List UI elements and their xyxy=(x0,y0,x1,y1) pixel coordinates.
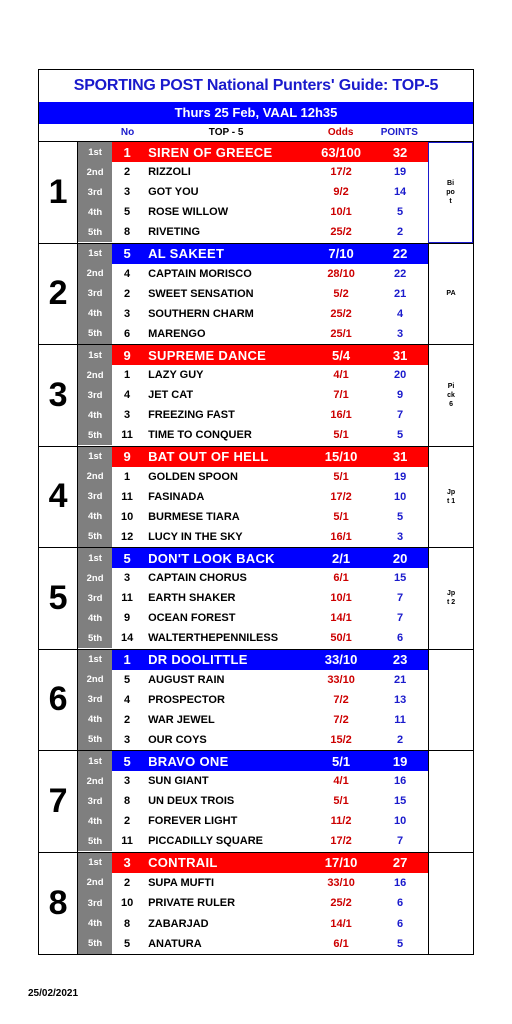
runner-points: 5 xyxy=(397,510,404,523)
runner-name: SIREN OF GREECE xyxy=(148,144,273,160)
runner-position: 1st xyxy=(78,142,112,162)
runner-name: SUPA MUFTI xyxy=(148,876,215,889)
runner-points: 27 xyxy=(392,855,408,871)
race-block xyxy=(39,244,473,346)
runner-odds: 17/2 xyxy=(330,835,352,848)
runner-position: 4th xyxy=(78,202,112,222)
runner-row xyxy=(78,811,428,831)
runner-odds: 25/1 xyxy=(330,327,352,340)
runner-number: 3 xyxy=(124,775,131,788)
runner-points: 5 xyxy=(397,206,404,219)
runner-number: 3 xyxy=(124,307,131,320)
runner-row xyxy=(78,304,428,324)
runner-number: 8 xyxy=(124,226,131,239)
runner-points: 2 xyxy=(397,733,404,746)
bet-type-note xyxy=(428,548,473,649)
runner-row xyxy=(78,467,428,487)
runner-row xyxy=(78,405,428,425)
runner-position: 1st xyxy=(78,447,112,467)
runner-odds: 10/1 xyxy=(330,206,352,219)
runner-name: RIZZOLI xyxy=(148,166,191,179)
guide-title: SPORTING POST National Punters' Guide: TOP-5 xyxy=(73,77,439,94)
runner-points: 21 xyxy=(393,673,407,686)
runner-position: 5th xyxy=(78,527,112,547)
runner-number: 8 xyxy=(124,917,131,930)
runner-name: FREEZING FAST xyxy=(148,409,235,422)
runner-odds: 5/1 xyxy=(333,429,349,442)
runner-number: 6 xyxy=(124,327,131,340)
runner-position: 4th xyxy=(78,304,112,324)
runner-position: 4th xyxy=(78,507,112,527)
runner-points: 23 xyxy=(392,652,408,668)
runner-odds: 10/1 xyxy=(330,592,352,605)
runner-number: 2 xyxy=(124,713,131,726)
runner-name: FOREVER LIGHT xyxy=(148,815,238,828)
runner-points: 20 xyxy=(393,369,407,382)
race-number: 3 xyxy=(39,345,78,446)
runner-rows xyxy=(78,244,428,345)
runner-name: TIME TO CONQUER xyxy=(148,429,252,442)
runner-position: 2nd xyxy=(78,670,112,690)
runner-odds: 7/10 xyxy=(328,246,354,262)
runner-points: 16 xyxy=(393,876,407,889)
runner-position: 2nd xyxy=(78,771,112,791)
runner-rows xyxy=(78,751,428,852)
runner-rows xyxy=(78,345,428,446)
runner-number: 2 xyxy=(124,815,131,828)
runner-number: 2 xyxy=(124,287,131,300)
runner-position: 3rd xyxy=(78,385,112,405)
race-number: 6 xyxy=(39,650,78,751)
runner-points: 10 xyxy=(393,815,407,828)
runner-row xyxy=(78,628,428,648)
race-number: 2 xyxy=(39,244,78,345)
runner-name: WALTERTHEPENNILESS xyxy=(148,632,279,645)
runner-odds: 14/1 xyxy=(330,612,352,625)
runner-odds: 9/2 xyxy=(333,186,349,199)
runner-number: 5 xyxy=(124,673,131,686)
runner-odds: 63/100 xyxy=(321,144,361,160)
runner-position: 2nd xyxy=(78,162,112,182)
runner-number: 3 xyxy=(123,855,131,871)
runner-position: 5th xyxy=(78,628,112,648)
bet-type-label: PA xyxy=(446,290,456,298)
runner-number: 11 xyxy=(121,835,133,848)
header-spacer xyxy=(427,124,473,141)
runner-position: 4th xyxy=(78,913,112,933)
runner-points: 32 xyxy=(392,144,408,160)
runner-row xyxy=(78,425,428,445)
runner-name: OCEAN FOREST xyxy=(148,612,236,625)
runner-odds: 17/2 xyxy=(330,166,352,179)
top-pick-row xyxy=(78,447,428,467)
runner-name: SUN GIANT xyxy=(148,775,209,788)
runner-points: 31 xyxy=(392,347,408,363)
runner-odds: 7/2 xyxy=(333,693,349,706)
runner-number: 5 xyxy=(124,937,131,950)
bet-type-label: Bipot xyxy=(446,179,455,205)
runner-number: 8 xyxy=(124,795,131,808)
runner-points: 7 xyxy=(397,592,404,605)
race-block xyxy=(39,853,473,955)
runner-number: 3 xyxy=(124,572,131,585)
runner-position: 2nd xyxy=(78,873,112,893)
runner-position: 2nd xyxy=(78,568,112,588)
runner-number: 4 xyxy=(124,389,131,402)
bet-type-label: Jpt 1 xyxy=(446,488,456,505)
runner-position: 4th xyxy=(78,608,112,628)
races-list xyxy=(39,142,473,954)
runner-number: 4 xyxy=(124,267,131,280)
runner-number: 14 xyxy=(120,632,134,645)
runner-points: 5 xyxy=(397,937,404,950)
runner-points: 7 xyxy=(397,835,404,848)
runner-points: 6 xyxy=(397,897,404,910)
runner-odds: 4/1 xyxy=(333,369,349,382)
runner-row xyxy=(78,873,428,893)
runner-odds: 15/2 xyxy=(330,733,352,746)
runner-points: 10 xyxy=(393,490,407,503)
runner-odds: 25/2 xyxy=(330,307,352,320)
runner-points: 7 xyxy=(397,409,404,422)
runner-row xyxy=(78,365,428,385)
runner-row xyxy=(78,730,428,750)
runner-row xyxy=(78,507,428,527)
runner-points: 15 xyxy=(393,795,407,808)
runner-number: 3 xyxy=(124,186,131,199)
race-block xyxy=(39,345,473,447)
runner-points: 5 xyxy=(397,429,404,442)
runner-rows xyxy=(78,853,428,955)
header-odds: Odds xyxy=(327,127,354,138)
runner-position: 5th xyxy=(78,934,112,954)
runner-odds: 33/10 xyxy=(324,652,358,668)
runner-points: 13 xyxy=(393,693,407,706)
top-pick-row xyxy=(78,650,428,670)
top-pick-row xyxy=(78,853,428,873)
runner-odds: 5/2 xyxy=(333,287,349,300)
runner-odds: 7/1 xyxy=(333,389,349,402)
runner-odds: 5/1 xyxy=(333,470,349,483)
top-pick-row xyxy=(78,751,428,771)
top-pick-row xyxy=(78,244,428,264)
runner-row xyxy=(78,771,428,791)
runner-row xyxy=(78,831,428,851)
runner-position: 2nd xyxy=(78,365,112,385)
runner-position: 4th xyxy=(78,811,112,831)
runner-number: 10 xyxy=(120,897,134,910)
runner-rows xyxy=(78,548,428,649)
runner-row xyxy=(78,710,428,730)
runner-number: 9 xyxy=(123,347,131,363)
runner-name: SWEET SENSATION xyxy=(148,287,254,300)
runner-number: 1 xyxy=(124,369,131,382)
runner-points: 15 xyxy=(393,572,407,585)
top-pick-row xyxy=(78,548,428,568)
runner-points: 9 xyxy=(397,389,404,402)
runner-row xyxy=(78,690,428,710)
runner-number: 5 xyxy=(124,206,131,219)
runner-points: 19 xyxy=(393,470,407,483)
runner-name: PROSPECTOR xyxy=(148,693,225,706)
runner-name: UN DEUX TROIS xyxy=(148,795,235,808)
runner-name: WAR JEWEL xyxy=(148,713,215,726)
runner-row xyxy=(78,791,428,811)
runner-odds: 50/1 xyxy=(330,632,352,645)
runner-number: 11 xyxy=(121,490,133,503)
runner-position: 4th xyxy=(78,405,112,425)
runner-position: 1st xyxy=(78,853,112,873)
runner-position: 1st xyxy=(78,650,112,670)
runner-position: 5th xyxy=(78,425,112,445)
runner-position: 5th xyxy=(78,222,112,242)
footer-date: 25/02/2021 xyxy=(28,988,79,999)
runner-row xyxy=(78,324,428,344)
runner-name: LAZY GUY xyxy=(148,369,204,382)
race-block xyxy=(39,650,473,752)
runner-number: 11 xyxy=(121,429,133,442)
runner-name: DON'T LOOK BACK xyxy=(148,550,275,566)
runner-points: 16 xyxy=(393,775,407,788)
meeting-subtitle: Thurs 25 Feb, VAAL 12h35 xyxy=(39,102,473,124)
bet-type-note xyxy=(428,650,473,751)
runner-odds: 15/10 xyxy=(324,449,358,465)
runner-name: ROSE WILLOW xyxy=(148,206,229,219)
header-top5: TOP - 5 xyxy=(208,127,244,138)
runner-row xyxy=(78,934,428,954)
column-header-row xyxy=(39,124,473,142)
runner-name: BURMESE TIARA xyxy=(148,510,240,523)
runner-number: 3 xyxy=(124,733,131,746)
runner-name: DR DOOLITTLE xyxy=(148,652,248,668)
runner-points: 20 xyxy=(392,550,408,566)
runner-odds: 7/2 xyxy=(333,713,349,726)
runner-position: 3rd xyxy=(78,588,112,608)
runner-position: 5th xyxy=(78,730,112,750)
race-number: 5 xyxy=(39,548,78,649)
top-pick-row xyxy=(78,345,428,365)
runner-odds: 28/10 xyxy=(327,267,355,280)
runner-rows xyxy=(78,650,428,751)
runner-name: OUR COYS xyxy=(148,733,207,746)
runner-number: 4 xyxy=(124,693,131,706)
runner-row xyxy=(78,568,428,588)
header-points: POINTS xyxy=(380,127,418,138)
runner-row xyxy=(78,385,428,405)
runner-name: RIVETING xyxy=(148,226,201,239)
top-pick-row xyxy=(78,142,428,162)
runner-odds: 33/10 xyxy=(327,876,355,889)
runner-name: CAPTAIN MORISCO xyxy=(148,267,252,280)
runner-row xyxy=(78,608,428,628)
runner-position: 1st xyxy=(78,244,112,264)
bet-type-label: Pick 6 xyxy=(447,382,455,408)
runner-odds: 17/10 xyxy=(324,855,358,871)
runner-position: 3rd xyxy=(78,182,112,202)
runner-row xyxy=(78,162,428,182)
runner-position: 3rd xyxy=(78,690,112,710)
runner-name: PRIVATE RULER xyxy=(148,897,236,910)
runner-name: SOUTHERN CHARM xyxy=(148,307,254,320)
runner-number: 1 xyxy=(123,144,131,160)
runner-points: 6 xyxy=(397,917,404,930)
bet-type-note xyxy=(428,751,473,852)
bet-type-note xyxy=(428,244,473,345)
runner-rows xyxy=(78,142,428,243)
runner-odds: 2/1 xyxy=(332,550,351,566)
runner-row xyxy=(78,527,428,547)
runner-number: 1 xyxy=(123,652,131,668)
runner-name: JET CAT xyxy=(148,389,194,402)
runner-number: 1 xyxy=(124,470,131,483)
header-no: No xyxy=(120,127,135,138)
runner-odds: 33/10 xyxy=(327,673,355,686)
runner-name: SUPREME DANCE xyxy=(148,347,267,363)
runner-points: 6 xyxy=(397,632,404,645)
header-spacer xyxy=(39,124,79,141)
runner-odds: 14/1 xyxy=(330,917,352,930)
runner-name: GOT YOU xyxy=(148,186,199,199)
runner-odds: 16/1 xyxy=(330,530,352,543)
race-block xyxy=(39,548,473,650)
runner-position: 3rd xyxy=(78,893,112,913)
runner-points: 2 xyxy=(397,226,404,239)
runner-odds: 5/4 xyxy=(332,347,351,363)
runner-points: 11 xyxy=(394,713,406,726)
runner-name: PICCADILLY SQUARE xyxy=(148,835,263,848)
race-number: 4 xyxy=(39,447,78,548)
runner-points: 22 xyxy=(393,267,407,280)
runner-name: CONTRAIL xyxy=(148,855,218,871)
runner-points: 7 xyxy=(397,612,404,625)
runner-number: 11 xyxy=(121,592,133,605)
runner-row xyxy=(78,670,428,690)
runner-name: AUGUST RAIN xyxy=(148,673,225,686)
runner-position: 3rd xyxy=(78,487,112,507)
runner-name: GOLDEN SPOON xyxy=(148,470,238,483)
runner-position: 1st xyxy=(78,751,112,771)
race-block xyxy=(39,142,473,244)
runner-name: EARTH SHAKER xyxy=(148,592,236,605)
runner-row xyxy=(78,893,428,913)
runner-rows xyxy=(78,447,428,548)
runner-odds: 4/1 xyxy=(333,775,349,788)
runner-name: FASINADA xyxy=(148,490,205,503)
runner-row xyxy=(78,588,428,608)
runner-number: 5 xyxy=(123,246,131,262)
runner-odds: 5/1 xyxy=(333,795,349,808)
runner-name: CAPTAIN CHORUS xyxy=(148,572,247,585)
runner-name: BAT OUT OF HELL xyxy=(148,449,269,465)
runner-name: MARENGO xyxy=(148,327,206,340)
runner-row xyxy=(78,284,428,304)
runner-position: 1st xyxy=(78,548,112,568)
runner-position: 2nd xyxy=(78,264,112,284)
runner-row xyxy=(78,913,428,933)
runner-points: 19 xyxy=(393,166,407,179)
runner-number: 2 xyxy=(124,876,131,889)
runner-position: 3rd xyxy=(78,791,112,811)
bet-type-note xyxy=(428,853,473,955)
runner-name: ZABARJAD xyxy=(148,917,209,930)
runner-odds: 6/1 xyxy=(333,572,349,585)
race-number: 1 xyxy=(39,142,78,243)
bet-type-note xyxy=(428,142,473,243)
runner-name: ANATURA xyxy=(148,937,202,950)
runner-name: AL SAKEET xyxy=(148,246,225,262)
runner-odds: 25/2 xyxy=(330,897,352,910)
runner-number: 9 xyxy=(123,449,131,465)
bet-type-label: Jpt 2 xyxy=(446,590,456,607)
runner-odds: 16/1 xyxy=(330,409,352,422)
runner-position: 2nd xyxy=(78,467,112,487)
runner-number: 9 xyxy=(124,612,131,625)
runner-position: 5th xyxy=(78,831,112,851)
runner-odds: 5/1 xyxy=(333,510,349,523)
runner-points: 14 xyxy=(393,186,407,199)
runner-name: BRAVO ONE xyxy=(148,753,229,769)
bet-type-note xyxy=(428,345,473,446)
runner-position: 1st xyxy=(78,345,112,365)
runner-row xyxy=(78,222,428,242)
runner-odds: 5/1 xyxy=(332,753,351,769)
runner-row xyxy=(78,487,428,507)
runner-name: LUCY IN THE SKY xyxy=(148,530,243,543)
runner-points: 3 xyxy=(397,530,404,543)
runner-number: 3 xyxy=(124,409,131,422)
runner-points: 3 xyxy=(397,327,404,340)
runner-row xyxy=(78,264,428,284)
runner-position: 4th xyxy=(78,710,112,730)
runner-points: 21 xyxy=(393,287,407,300)
runner-points: 4 xyxy=(397,307,404,320)
header-spacer xyxy=(79,124,113,141)
runner-row xyxy=(78,182,428,202)
runner-number: 12 xyxy=(120,530,134,543)
runner-number: 2 xyxy=(124,166,131,179)
runner-odds: 17/2 xyxy=(330,490,352,503)
runner-points: 31 xyxy=(392,449,408,465)
runner-points: 19 xyxy=(392,753,408,769)
runner-odds: 6/1 xyxy=(333,937,349,950)
punters-guide-sheet xyxy=(38,69,474,955)
race-number: 7 xyxy=(39,751,78,852)
runner-number: 10 xyxy=(120,510,134,523)
runner-position: 3rd xyxy=(78,284,112,304)
runner-number: 5 xyxy=(123,550,131,566)
race-block xyxy=(39,751,473,853)
race-number: 8 xyxy=(39,853,78,955)
bet-type-note xyxy=(428,447,473,548)
runner-position: 5th xyxy=(78,324,112,344)
runner-odds: 25/2 xyxy=(330,226,352,239)
runner-row xyxy=(78,202,428,222)
runner-points: 22 xyxy=(392,246,408,262)
runner-odds: 11/2 xyxy=(330,815,352,828)
race-block xyxy=(39,447,473,549)
runner-number: 5 xyxy=(123,753,131,769)
